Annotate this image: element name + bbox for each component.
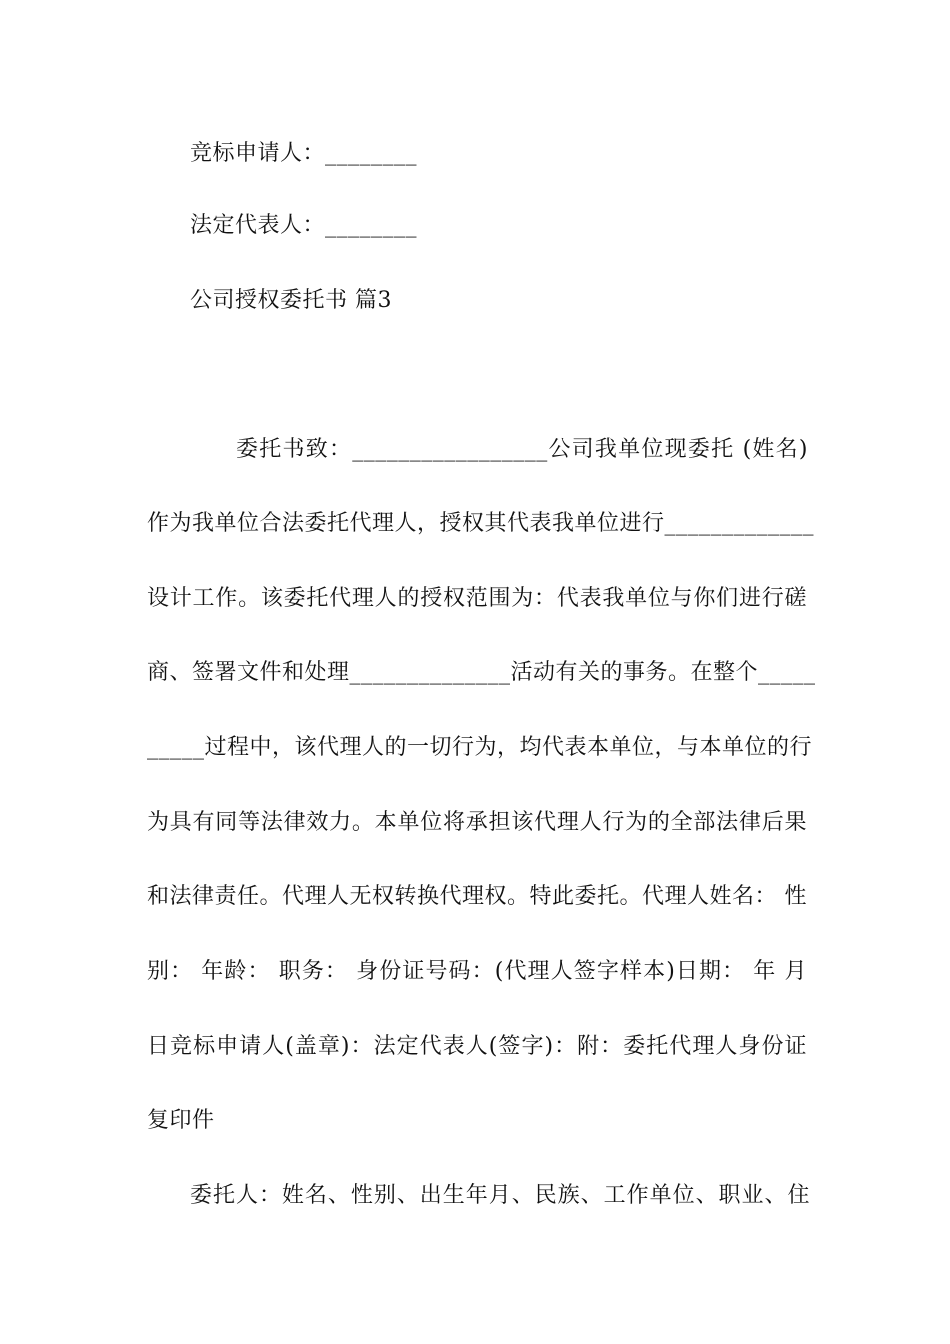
- bidder-applicant-line: 竞标申请人：________: [190, 141, 418, 166]
- paragraph-line: 商、签署文件和处理______________活动有关的事务。在整个_____: [147, 660, 816, 685]
- paragraph-line: 委托书致：_________________公司我单位现委托 (姓名): [236, 437, 808, 462]
- paragraph-line: 复印件: [147, 1108, 215, 1133]
- paragraph-line: 作为我单位合法委托代理人，授权其代表我单位进行_____________: [147, 511, 815, 536]
- paragraph-line: 为具有同等法律效力。本单位将承担该代理人行为的全部法律后果: [147, 810, 807, 835]
- section-heading: 公司授权委托书 篇3: [190, 288, 392, 313]
- legal-representative-line: 法定代表人：________: [190, 213, 418, 238]
- paragraph-line: _____过程中，该代理人的一切行为，均代表本单位，与本单位的行: [147, 735, 813, 760]
- paragraph-line: 日竞标申请人(盖章)：法定代表人(签字)：附：委托代理人身份证: [147, 1034, 807, 1059]
- paragraph-line: 设计工作。该委托代理人的授权范围为：代表我单位与你们进行磋: [147, 586, 807, 611]
- paragraph-line: 别： 年龄： 职务： 身份证号码：(代理人签字样本)日期： 年 月: [147, 959, 807, 984]
- principal-info-line: 委托人：姓名、性别、出生年月、民族、工作单位、职业、住: [190, 1183, 810, 1208]
- paragraph-line: 和法律责任。代理人无权转换代理权。特此委托。代理人姓名： 性: [147, 884, 807, 909]
